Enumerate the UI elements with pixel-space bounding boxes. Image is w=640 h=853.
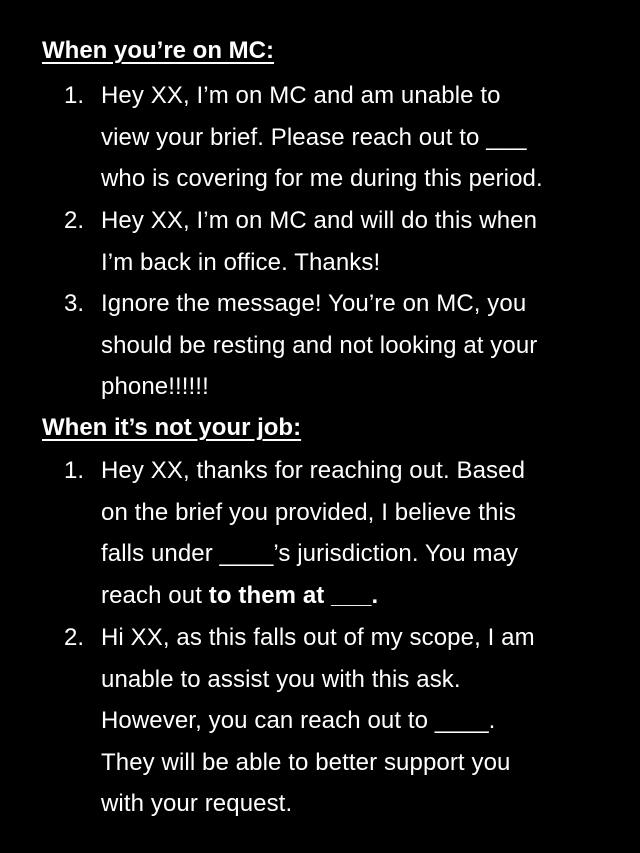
list-item-number: 2. [64, 207, 85, 234]
list-item-line: Hey XX, I’m on MC and am unable to [101, 82, 501, 109]
list-item-line: phone!!!!!! [101, 373, 209, 400]
list-item-line: Ignore the message! You’re on MC, you [101, 290, 527, 317]
list-item-number: 1. [64, 457, 85, 484]
list-item-line: However, you can reach out to ____. [101, 707, 496, 734]
list-item-line: view your brief. Please reach out to ___ [101, 123, 527, 151]
list-item-line: unable to assist you with this ask. [101, 665, 461, 693]
plain-text-fragment: reach out [101, 581, 209, 609]
list-item-number: 1. [64, 82, 85, 109]
bold-text-fragment: to them at ___. [208, 581, 379, 609]
list-item-line: Hey XX, I’m on MC and will do this when [101, 207, 538, 234]
section-heading-on-mc: When you’re on MC: [42, 37, 274, 64]
list-item-line: on the brief you provided, I believe this [101, 498, 517, 526]
list-item-line: with your request. [101, 790, 293, 817]
list-item-line: falls under ____’s jurisdiction. You may [101, 540, 519, 567]
list-item-line: should be resting and not looking at your [101, 331, 538, 359]
list-item-line: Hi XX, as this falls out of my scope, I am [101, 624, 535, 651]
list-item-line-mixed [101, 575, 378, 617]
section-heading-not-your-job: When it’s not your job: [42, 414, 302, 441]
list-item-number: 2. [64, 624, 85, 651]
list-item-line: who is covering for me during this period. [101, 165, 543, 192]
list-item-line: I’m back in office. Thanks! [101, 248, 381, 276]
list-item-line: Hey XX, thanks for reaching out. Based [101, 457, 526, 484]
list-item-line: They will be able to better support you [101, 748, 511, 776]
list-item-number: 3. [64, 290, 85, 317]
